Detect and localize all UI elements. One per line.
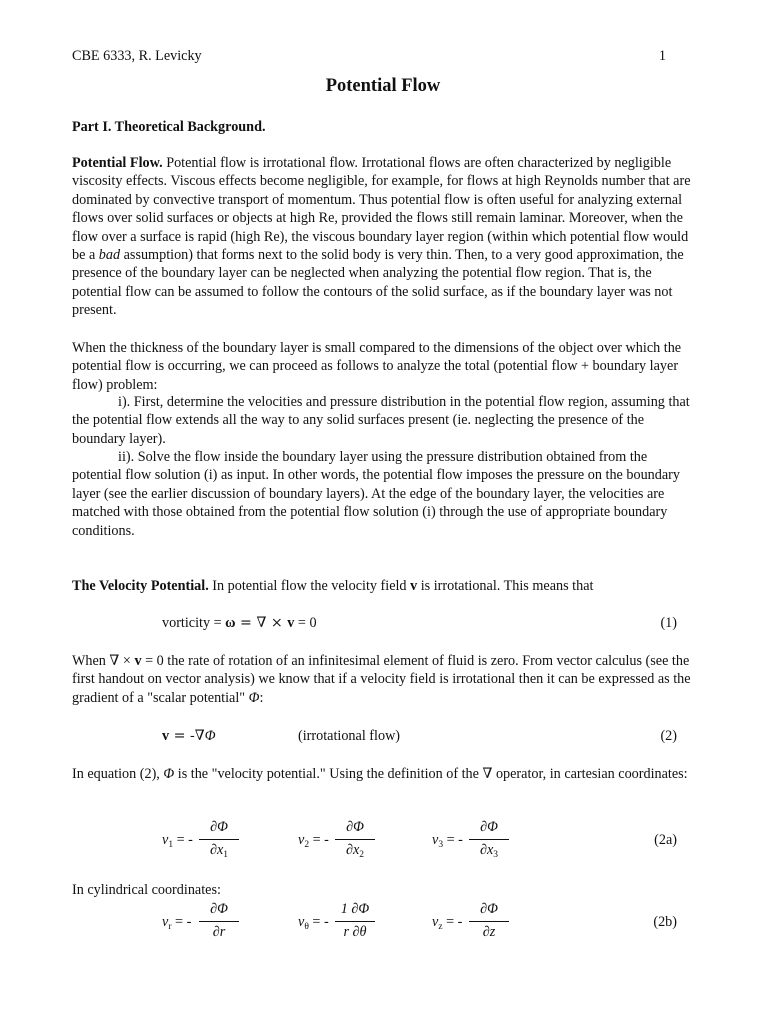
eq2a-term-3-numerator: ∂Φ	[480, 819, 498, 835]
eq1-text-c: = 0	[294, 615, 317, 631]
eq1-text-b: = ∇ ×	[235, 615, 288, 631]
eq2a-term-2-den-text: ∂x	[345, 842, 360, 858]
eq2b-term-3-denominator: ∂z	[482, 924, 496, 940]
equation-2b-number: (2b)	[653, 914, 677, 930]
eq2a-term-3-lhs	[432, 831, 463, 854]
eq2-v: v	[162, 728, 170, 744]
boundary-layer-paragraph: When the thickness of the boundary layer is small compared to the dimensions of the object over which the potential flow is occurring, we can proceed as follows to analyze the total (potential flow + boundary layer flow) problem:	[72, 340, 682, 393]
eq2-phi: Φ	[204, 728, 216, 744]
eq2a-term-3-den-text: ∂x	[479, 842, 494, 858]
eq2a-term-1-sub: 1	[168, 840, 174, 850]
eq2a-term-2-lhs	[298, 831, 329, 854]
eq2b-term-1	[162, 900, 292, 950]
equation-2a-number: (2a)	[654, 832, 677, 848]
eq2a-term-2-fraction	[335, 818, 375, 861]
p7-text-a: When ∇ ×	[72, 653, 135, 669]
p7-text-b: = 0 the rate of rotation of an infinitesimal element of fluid is zero. From vector calculus (see the first handout on vector analysis) we know that if a velocity field is irrotational then it can be expressed as the gradient of a "scalar potential"	[72, 653, 691, 706]
eq2a-term-3-den-sub: 3	[493, 850, 499, 860]
eq2b-term-2-fraction	[335, 900, 375, 943]
eq2b-term-1-eq: = -	[171, 914, 192, 930]
eq2b-term-3-lhs	[432, 913, 462, 936]
eq2a-term-1-den-sub: 1	[223, 850, 229, 860]
equation-2a	[72, 818, 694, 868]
eq2a-term-2-den-sub: 2	[359, 850, 365, 860]
fraction-bar	[335, 839, 375, 840]
eq2a-term-2-denominator	[335, 841, 375, 861]
equation-2b	[72, 900, 694, 950]
eq2b-term-1-lhs	[162, 913, 191, 936]
fraction-bar	[199, 921, 239, 922]
eq2a-term-1-den-text: ∂x	[209, 842, 224, 858]
eq2a-term-2-eq: = -	[309, 832, 329, 848]
page-number: 1	[658, 48, 666, 64]
velocity-potential-definition-paragraph	[72, 765, 694, 783]
eq2b-term-1-v: v	[162, 914, 169, 930]
eq2a-term-3-fraction	[469, 818, 509, 861]
eq2a-term-2-sub: 2	[304, 840, 310, 850]
velocity-potential-heading: The Velocity Potential.	[72, 578, 209, 594]
eq2a-term-2	[298, 818, 428, 868]
equation-2-note: (irrotational flow)	[298, 728, 401, 744]
cylindrical-label: In cylindrical coordinates:	[72, 882, 221, 898]
eq2b-term-3-fraction	[469, 900, 509, 943]
fraction-bar	[199, 839, 239, 840]
eq2a-term-1-fraction	[199, 818, 239, 861]
eq2b-term-1-sub: r	[168, 922, 172, 932]
eq1-omega: ω	[225, 615, 236, 631]
eq2a-term-3-sub: 3	[438, 840, 444, 850]
eq2b-term-2-eq: = -	[308, 914, 329, 930]
header-course: CBE 6333, R. Levicky	[72, 48, 202, 64]
equation-2	[72, 727, 694, 747]
eq2a-term-3-v: v	[432, 832, 439, 848]
velocity-potential-paragraph	[72, 577, 694, 595]
eq2b-term-2-lhs	[298, 913, 329, 936]
eq2a-term-3	[432, 818, 562, 868]
eq2a-term-1-denominator	[199, 841, 239, 861]
eq2a-term-1-eq: = -	[173, 832, 193, 848]
equation-2-body	[162, 727, 216, 745]
eq2b-term-2	[298, 900, 428, 950]
fraction-bar	[469, 921, 509, 922]
p8-text-a: In equation (2),	[72, 766, 164, 782]
equation-1	[72, 614, 694, 634]
equation-2-number: (2)	[660, 728, 677, 744]
equation-1-number: (1)	[660, 615, 677, 631]
p7-v: v	[134, 653, 142, 669]
eq2a-term-2-v: v	[298, 832, 305, 848]
fraction-bar	[469, 839, 509, 840]
eq2a-term-2-numerator: ∂Φ	[346, 819, 364, 835]
eq1-text-a: vorticity =	[162, 615, 226, 631]
velocity-potential-text-a: In potential flow the velocity field	[208, 578, 411, 594]
eq2a-term-3-denominator	[469, 841, 509, 861]
potential-flow-text-b: assumption) that forms next to the solid body is very thin. Then, to a very good approximation, the presence of the boundary layer can be neglected when analyzing the potential flow region. That is, the potential flow can be assumed to follow the contours of the solid surface, as if the boundary layer was not present.	[72, 247, 684, 319]
eq2b-term-3	[432, 900, 562, 950]
eq2a-term-3-eq: = -	[443, 832, 463, 848]
step-ii-paragraph: ii). Solve the flow inside the boundary layer using the pressure distribution obtained from the potential flow solution (i) as input. In other words, the potential flow imposes the pressure on the boundary layer (see the earlier discussion of boundary layers). At the edge of the boundary layer, the velocities are matched with those obtained from the potential flow solution (i) through the use of appropriate boundary conditions.	[72, 449, 680, 539]
velocity-vector-symbol: v	[410, 578, 418, 594]
eq2a-term-1-lhs	[162, 831, 193, 854]
eq2-rhs: = -∇	[169, 728, 205, 744]
eq2b-term-3-eq: = -	[442, 914, 463, 930]
eq2a-term-1	[162, 818, 292, 868]
irrotational-paragraph	[72, 652, 694, 707]
p7-text-c: :	[259, 689, 264, 706]
document-page	[72, 0, 694, 1024]
eq2b-term-2-v: v	[298, 914, 305, 930]
eq2b-term-3-numerator: ∂Φ	[480, 901, 498, 917]
eq2b-term-2-denominator: r ∂θ	[343, 924, 367, 940]
eq2b-term-1-denominator: ∂r	[212, 924, 226, 940]
eq2a-term-1-numerator: ∂Φ	[210, 819, 228, 835]
part-heading: Part I. Theoretical Background.	[72, 119, 266, 135]
eq1-v: v	[287, 615, 295, 631]
eq2a-term-1-v: v	[162, 832, 169, 848]
equation-1-body	[162, 614, 317, 632]
fraction-bar	[335, 921, 375, 922]
potential-flow-text-a: Potential flow is irrotational flow. Irrotational flows are often characterized by negligible viscosity effects. Viscous effects become negligible, for example, for flows at high Reynolds number that are dominated by convective transport of momentum. Thus potential flow is often useful for analyzing external flows over solid surfaces or objects at high Re, provided the flows still remain laminar. Moreover, when the flow over a surface is rapid (high Re), the viscous boundary layer region (within which potential flow would be a	[72, 155, 691, 264]
velocity-potential-text-b: is irrotational. This means that	[417, 578, 594, 594]
step-i-paragraph: i). First, determine the velocities and pressure distribution in the potential flow region, assuming that the potential flow extends all the way to any solid surfaces present (ie. neglecting the presence of the boundary layer).	[72, 394, 690, 447]
p7-phi: Φ	[248, 689, 260, 706]
potential-flow-paragraph	[72, 154, 694, 320]
p8-text-b: is the "velocity potential." Using the definition of the ∇ operator, in cartesian coordinates:	[174, 766, 688, 782]
eq2b-term-2-sub: θ	[304, 922, 309, 932]
eq2b-term-1-fraction	[199, 900, 239, 943]
eq2b-term-3-sub: z	[438, 922, 443, 932]
potential-flow-italic: bad	[98, 247, 121, 264]
document-title: Potential Flow	[325, 76, 441, 96]
eq2b-term-2-numerator: 1 ∂Φ	[340, 901, 370, 917]
eq2b-term-3-v: v	[432, 914, 439, 930]
potential-flow-heading: Potential Flow.	[72, 155, 163, 171]
eq2b-term-1-numerator: ∂Φ	[210, 901, 228, 917]
p8-phi: Φ	[163, 766, 175, 782]
